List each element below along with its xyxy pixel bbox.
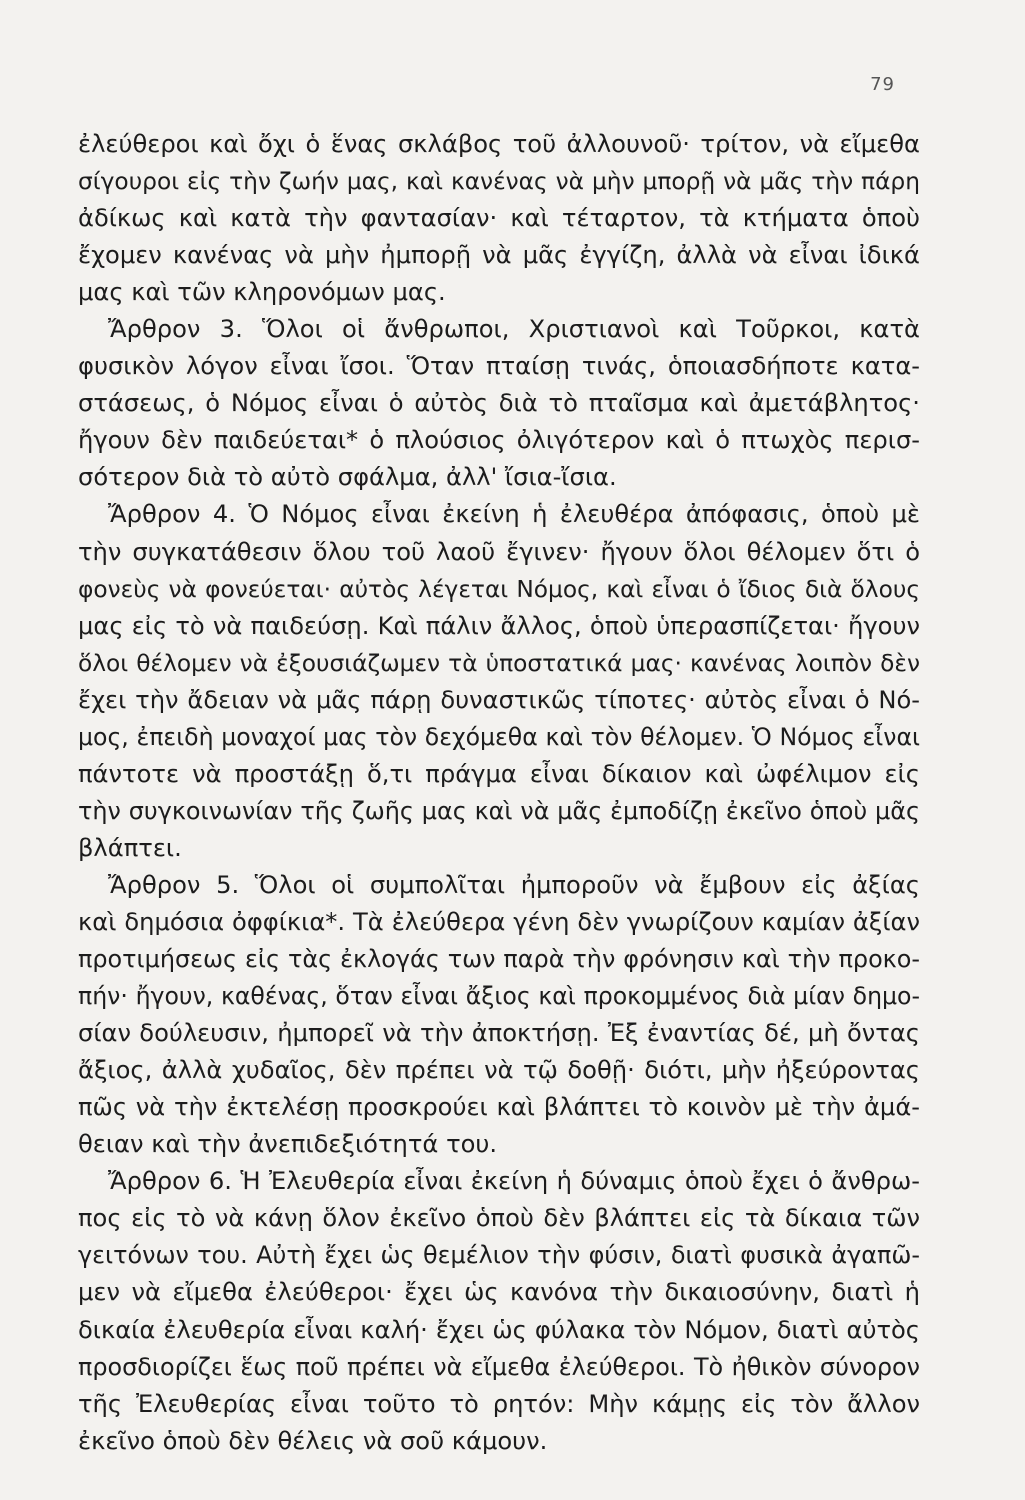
text-line: πήν· ἤγουν, καθένας, ὅταν εἶναι ἄξιος καὶ προκομμένος διὰ μίαν δημο- bbox=[78, 982, 920, 1011]
text-line: βλάπτει. bbox=[78, 833, 182, 862]
text-line: πῶς νὰ τὴν ἐκτελέσῃ προσκρούει καὶ βλάπτει τὸ κοινὸν μὲ τὴν ἀμά- bbox=[78, 1093, 920, 1122]
text-line: Ἄρθρον 6. Ἡ Ἐλευθερία εἶναι ἐκείνη ἡ δύναμις ὁποὺ ἔχει ὁ ἄνθρω- bbox=[108, 1167, 920, 1196]
text-line: ἄξιος, ἀλλὰ χυδαῖος, δὲν πρέπει νὰ τῷ δοθῇ· διότι, μὴν ἠξεύροντας bbox=[78, 1056, 920, 1085]
text-line: Ἄρθρον 4. Ὁ Νόμος εἶναι ἐκείνη ἡ ἐλευθέρα ἀπόφασις, ὁποὺ μὲ bbox=[108, 500, 920, 529]
text-line: τὴν συγκοινωνίαν τῆς ζωῆς μας καὶ νὰ μᾶς ἐμποδίζῃ ἐκεῖνο ὁποὺ μᾶς bbox=[78, 796, 920, 825]
text-line: μας καὶ τῶν κληρονόμων μας. bbox=[78, 278, 446, 307]
text-line: σίγουροι εἰς τὴν ζωήν μας, καὶ κανένας νὰ μὴν μπορῇ νὰ μᾶς τὴν πάρη bbox=[78, 168, 920, 196]
text-line: ἐκεῖνο ὁποὺ δὲν θέλεις νὰ σοῦ κάμουν. bbox=[78, 1426, 548, 1455]
text-line: ἐλεύθεροι καὶ ὄχι ὁ ἕνας σκλάβος τοῦ ἀλλουνοῦ· τρίτον, νὰ εἴμεθα bbox=[78, 130, 920, 158]
text-line: Ἄρθρον 5. Ὅλοι οἱ συμπολῖται ἠμποροῦν νὰ ἔμβουν εἰς ἀξίας bbox=[108, 870, 920, 899]
text-line: ἤγουν δὲν παιδεύεται* ὁ πλούσιος ὀλιγότερον καὶ ὁ πτωχὸς περισ- bbox=[78, 426, 920, 455]
text-line: θειαν καὶ τὴν ἀνεπιδεξιότητά του. bbox=[78, 1130, 498, 1159]
text-line: φονεὺς νὰ φονεύεται· αὐτὸς λέγεται Νόμος, καὶ εἶναι ὁ ἴδιος διὰ ὅλους bbox=[78, 575, 920, 603]
text-line: δικαία ἐλευθερία εἶναι καλή· ἔχει ὡς φύλακα τὸν Νόμον, διατὶ αὐτὸς bbox=[78, 1315, 920, 1344]
text-line: καὶ δημόσια ὀφφίκια*. Τὰ ἐλεύθερα γένη δὲν γνωρίζουν καμίαν ἀξίαν bbox=[78, 907, 920, 936]
text-line: προσδιορίζει ἕως ποῦ πρέπει νὰ εἴμεθα ἐλεύθεροι. Τὸ ἠθικὸν σύνορον bbox=[78, 1352, 920, 1381]
text-line: μεν νὰ εἴμεθα ἐλεύθεροι· ἔχει ὡς κανόνα τὴν δικαιοσύνην, διατὶ ἡ bbox=[78, 1278, 920, 1307]
text-line: γειτόνων του. Αὐτὴ ἔχει ὡς θεμέλιον τὴν φύσιν, διατὶ φυσικὰ ἀγαπῶ- bbox=[78, 1241, 920, 1270]
text-line: Ἄρθρον 3. Ὅλοι οἱ ἄνθρωποι, Χριστιανοὶ καὶ Τοῦρκοι, κατὰ bbox=[108, 315, 920, 344]
body-text bbox=[78, 126, 920, 1460]
text-line: τὴν συγκατάθεσιν ὅλου τοῦ λαοῦ ἔγινεν· ἤγουν ὅλοι θέλομεν ὅτι ὁ bbox=[78, 537, 920, 566]
text-line: προτιμήσεως εἰς τὰς ἐκλογάς των παρὰ τὴν φρόνησιν καὶ τὴν προκο- bbox=[78, 945, 920, 974]
text-line: μος, ἐπειδὴ μοναχοί μας τὸν δεχόμεθα καὶ τὸν θέλομεν. Ὁ Νόμος εἶναι bbox=[78, 722, 920, 751]
text-line: ὅλοι θέλομεν νὰ ἐξουσιάζωμεν τὰ ὑποστατικά μας· κανένας λοιπὸν δὲν bbox=[78, 649, 920, 677]
text-line: ἔχει τὴν ἄδειαν νὰ μᾶς πάρῃ δυναστικῶς τίποτες· αὐτὸς εἶναι ὁ Νό- bbox=[78, 685, 920, 714]
text-line: ἔχομεν κανένας νὰ μὴν ἠμπορῇ νὰ μᾶς ἐγγίζη, ἀλλὰ νὰ εἶναι ἰδικά bbox=[78, 241, 920, 270]
text-line: σότερον διὰ τὸ αὐτὸ σφάλμα, ἀλλ' ἴσια-ἴσια. bbox=[78, 463, 617, 492]
text-line: πάντοτε νὰ προστάξῃ ὅ,τι πράγμα εἶναι δίκαιον καὶ ὠφέλιμον εἰς bbox=[78, 759, 920, 788]
text-line: μας εἰς τὸ νὰ παιδεύσῃ. Καὶ πάλιν ἄλλος, ὁποὺ ὑπερασπίζεται· ἤγουν bbox=[78, 611, 920, 640]
text-line: φυσικὸν λόγον εἶναι ἴσοι. Ὅταν πταίσῃ τινάς, ὁποιασδήποτε κατα- bbox=[78, 352, 920, 381]
text-line: ἀδίκως καὶ κατὰ τὴν φαντασίαν· καὶ τέταρτον, τὰ κτήματα ὁποὺ bbox=[78, 204, 920, 233]
text-line: σίαν δούλευσιν, ἠμπορεῖ νὰ τὴν ἀποκτήσῃ. Ἐξ ἐναντίας δέ, μὴ ὄντας bbox=[78, 1019, 920, 1048]
text-line: πος εἰς τὸ νὰ κάνῃ ὅλον ἐκεῖνο ὁποὺ δὲν βλάπτει εἰς τὰ δίκαια τῶν bbox=[78, 1204, 920, 1233]
page-number: 79 bbox=[870, 74, 895, 95]
text-line: στάσεως, ὁ Νόμος εἶναι ὁ αὐτὸς διὰ τὸ πταῖσμα καὶ ἀμετάβλητος· bbox=[78, 389, 920, 418]
text-line: τῆς Ἐλευθερίας εἶναι τοῦτο τὸ ρητόν: Μὴν κάμῃς εἰς τὸν ἄλλον bbox=[78, 1389, 920, 1418]
